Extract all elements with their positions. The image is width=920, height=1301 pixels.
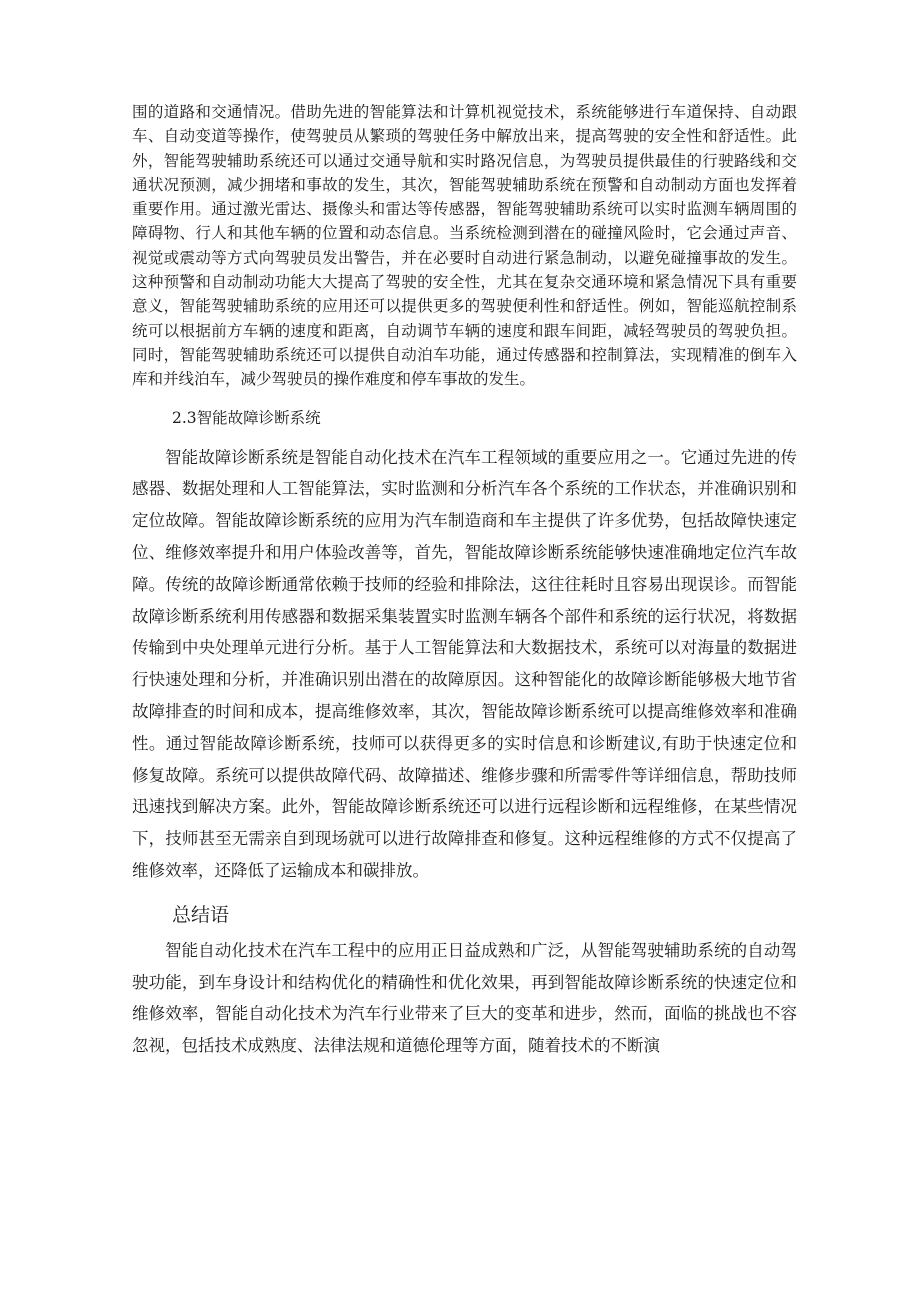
document-body <box>132 100 797 1062</box>
section-2-3-paragraph: 智能故障诊断系统是智能自动化技术在汽车工程领域的重要应用之一。它通过先进的传感器、数据处理和人工智能算法，实时监测和分析汽车各个系统的工作状态，并准确识别和定位故障。智能故障诊断系统的应用为汽车制造商和车主提供了许多优势，包括故障快速定位、维修效率提升和用户体验改善等，首先，智能故障诊断系统能够快速准确地定位汽车故障。传统的故障诊断通常依赖于技师的经验和排除法，这往往耗时且容易出现误诊。而智能故障诊断系统利用传感器和数据采集装置实时监测车辆各个部件和系统的运行状况，将数据传输到中央处理单元进行分析。基于人工智能算法和大数据技术，系统可以对海量的数据进行快速处理和分析，并准确识别出潜在的故障原因。这种智能化的故障诊断能够极大地节省故障排查的时间和成本，提高维修效率，其次，智能故障诊断系统可以提高维修效率和准确性。通过智能故障诊断系统，技师可以获得更多的实时信息和诊断建议,有助于快速定位和修复故障。系统可以提供故障代码、故障描述、维修步骤和所需零件等详细信息，帮助技师迅速找到解决方案。此外，智能故障诊断系统还可以进行远程诊断和远程维修，在某些情况下，技师甚至无需亲自到现场就可以进行故障排查和修复。这种远程维修的方式不仅提高了维修效率，还降低了运输成本和碳排放。 <box>132 447 797 880</box>
conclusion-paragraph: 智能自动化技术在汽车工程中的应用正日益成熟和广泛，从智能驾驶辅助系统的自动驾驶功能，到车身设计和结构优化的精确性和优化效果，再到智能故障诊断系统的快速定位和维修效率，智能自动化技术为汽车行业带来了巨大的变革和进步，然而，面临的挑战也不容忽视，包括技术成熟度、法律法规和道德伦理等方面，随着技术的不断演 <box>132 940 797 1056</box>
intro-paragraph: 围的道路和交通情况。借助先进的智能算法和计算机视觉技术，系统能够进行车道保持、自动跟车、自动变道等操作，使驾驶员从繁琐的驾驶任务中解放出来，提高驾驶的安全性和舒适性。此外，智能驾驶辅助系统还可以通过交通导航和实时路况信息，为驾驶员提供最佳的行驶路线和交通状况预测，减少拥堵和事故的发生，其次，智能驾驶辅助系统在预警和自动制动方面也发挥着重要作用。通过激光雷达、摄像头和雷达等传感器，智能驾驶辅助系统可以实时监测车辆周围的障碍物、行人和其他车辆的位置和动态信息。当系统检测到潜在的碰撞风险时，它会通过声音、视觉或震动等方式向驾驶员发出警告，并在必要时自动进行紧急制动，以避免碰撞事故的发生。这种预警和自动制动功能大大提高了驾驶的安全性，尤其在复杂交通环境和紧急情况下具有重要意义，智能驾驶辅助系统的应用还可以提供更多的驾驶便利性和舒适性。例如，智能巡航控制系统可以根据前方车辆的速度和距离，自动调节车辆的速度和跟车间距，减轻驾驶员的驾驶负担。同时，智能驾驶辅助系统还可以提供自动泊车功能，通过传感器和控制算法，实现精准的倒车入库和并线泊车，减少驾驶员的操作难度和停车事故的发生。 <box>132 103 797 389</box>
section-heading-2-3: 2.3智能故障诊断系统 <box>172 408 321 427</box>
conclusion-heading: 总结语 <box>172 903 230 926</box>
